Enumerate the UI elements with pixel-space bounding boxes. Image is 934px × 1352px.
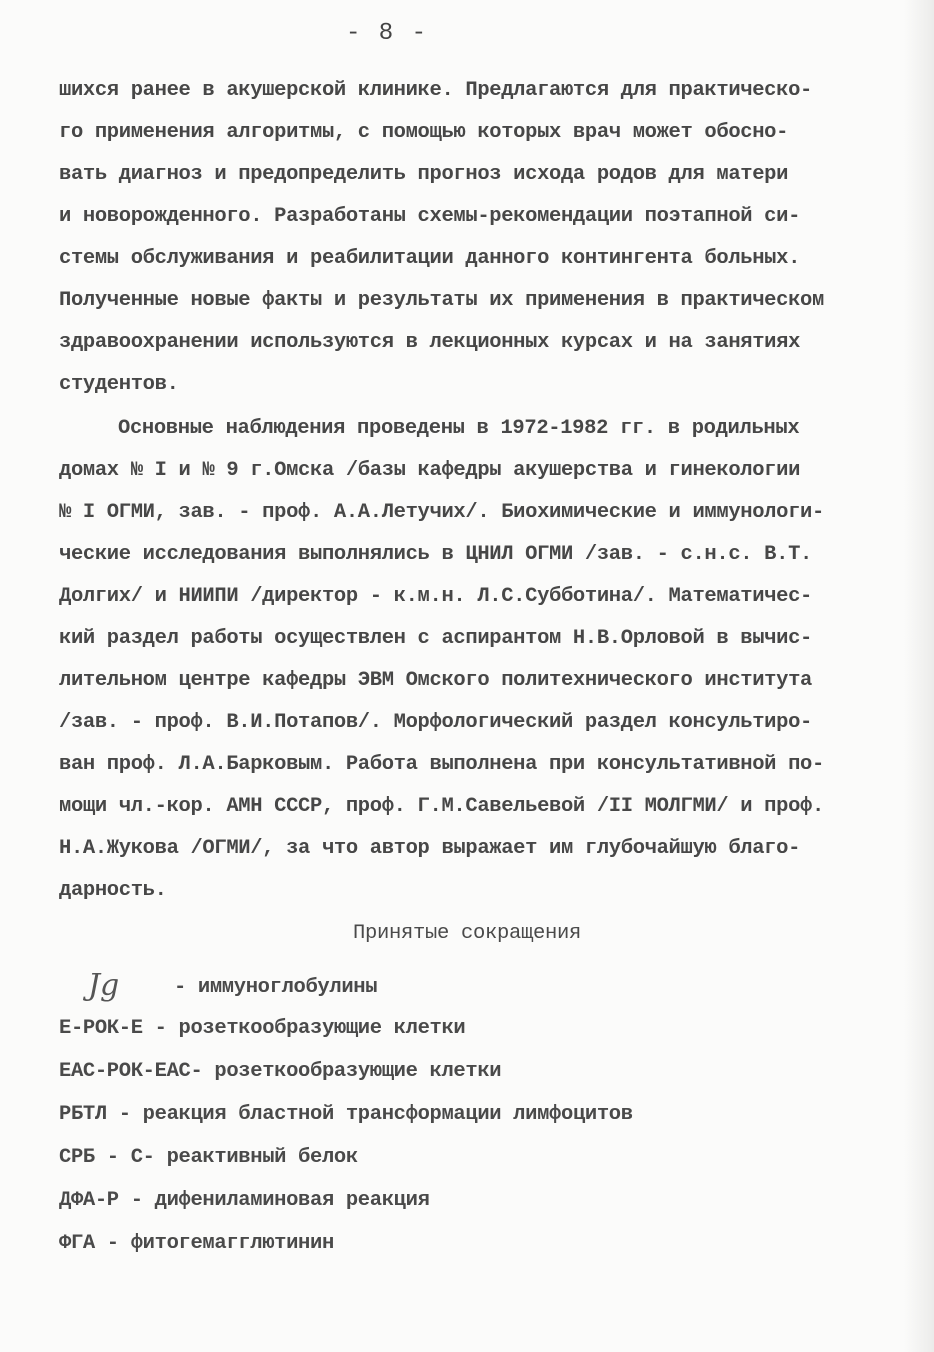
paragraph-2-line: Н.А.Жукова /ОГМИ/, за что автор выражает им глубочайшую благо- xyxy=(59,837,801,860)
abbreviation-row xyxy=(59,1060,501,1084)
paragraph-2-line: ван проф. Л.А.Барковым. Работа выполнена при консультативной по- xyxy=(59,753,824,776)
paragraph-1-line: вать диагноз и предопределить прогноз исхода родов для матери xyxy=(59,163,789,186)
paragraph-2-line: кий раздел работы осуществлен с аспирантом Н.В.Орловой в вычис- xyxy=(59,627,812,650)
abbreviation-definition: - иммуноглобулины xyxy=(174,976,378,999)
paragraph-2-line: дарность. xyxy=(59,879,167,902)
paragraph-1-line: го применения алгоритмы, с помощью которых врач может обосно- xyxy=(59,121,789,144)
paragraph-2-line: /зав. - проф. В.И.Потапов/. Морфологический раздел консультиро- xyxy=(59,711,812,734)
page-edge-shadow xyxy=(904,0,934,1352)
abbreviation-definition: - фитогемагглютинин xyxy=(94,1232,334,1255)
paragraph-1-line: стемы обслуживания и реабилитации данного контингента больных. xyxy=(59,247,801,270)
abbreviation-definition: - реакция бластной трансформации лимфоцитов xyxy=(106,1103,633,1126)
paragraph-1-line: здравоохранении используются в лекционных курсах и на занятиях xyxy=(59,331,801,354)
abbreviation-term: Е-РОК-Е xyxy=(59,1017,143,1040)
abbreviation-term: СРБ xyxy=(59,1146,95,1169)
paragraph-2-line: Долгих/ и НИИПИ /директор - к.м.н. Л.С.Субботина/. Математичес- xyxy=(59,585,812,608)
abbreviation-term: ДФА-Р xyxy=(59,1189,119,1212)
abbreviation-row xyxy=(59,1146,358,1170)
abbreviation-definition: - дифениламиновая реакция xyxy=(118,1189,430,1212)
abbreviations-title: Принятые сокращения xyxy=(352,922,582,945)
abbreviation-row xyxy=(59,1232,334,1256)
paragraph-1-line: студентов. xyxy=(59,373,179,396)
abbreviation-term: ФГА xyxy=(59,1232,95,1255)
paragraph-2-line: мощи чл.-кор. АМН СССР, проф. Г.М.Савельевой /II МОЛГМИ/ и проф. xyxy=(59,795,824,818)
abbreviation-definition: - розеткообразующие клетки xyxy=(142,1017,466,1040)
paragraph-2-line: Основные наблюдения проведены в 1972-1982 гг. в родильных xyxy=(118,417,800,440)
abbreviation-term: ЕАС-РОК-ЕАС- xyxy=(59,1060,203,1083)
abbreviation-row xyxy=(59,1017,465,1041)
paragraph-1-line: Полученные новые факты и результаты их применения в практическом xyxy=(59,289,824,312)
paragraph-2-line: ческие исследования выполнялись в ЦНИЛ ОГМИ /зав. - с.н.с. В.Т. xyxy=(59,543,812,566)
abbreviation-row xyxy=(59,1189,430,1213)
paragraph-2-line: домах № I и № 9 г.Омска /базы кафедры акушерства и гинекологии xyxy=(59,459,801,482)
page-number: - 8 - xyxy=(345,20,428,47)
abbreviation-definition: - С- реактивный белок xyxy=(94,1146,358,1169)
paragraph-1-line: шихся ранее в акушерской клинике. Предлагаются для практическо- xyxy=(59,79,812,102)
handwritten-abbreviation-term: Jg xyxy=(88,968,120,1003)
abbreviation-term: РБТЛ xyxy=(59,1103,107,1126)
paragraph-2-line: лительном центре кафедры ЭВМ Омского политехнического института xyxy=(59,669,812,692)
abbreviation-definition: розеткообразующие клетки xyxy=(202,1060,502,1083)
paragraph-1-line: и новорожденного. Разработаны схемы-рекомендации поэтапной си- xyxy=(59,205,801,228)
paragraph-2-line: № I ОГМИ, зав. - проф. А.А.Летучих/. Биохимические и иммунологи- xyxy=(59,501,824,524)
abbreviation-row xyxy=(59,1103,633,1127)
